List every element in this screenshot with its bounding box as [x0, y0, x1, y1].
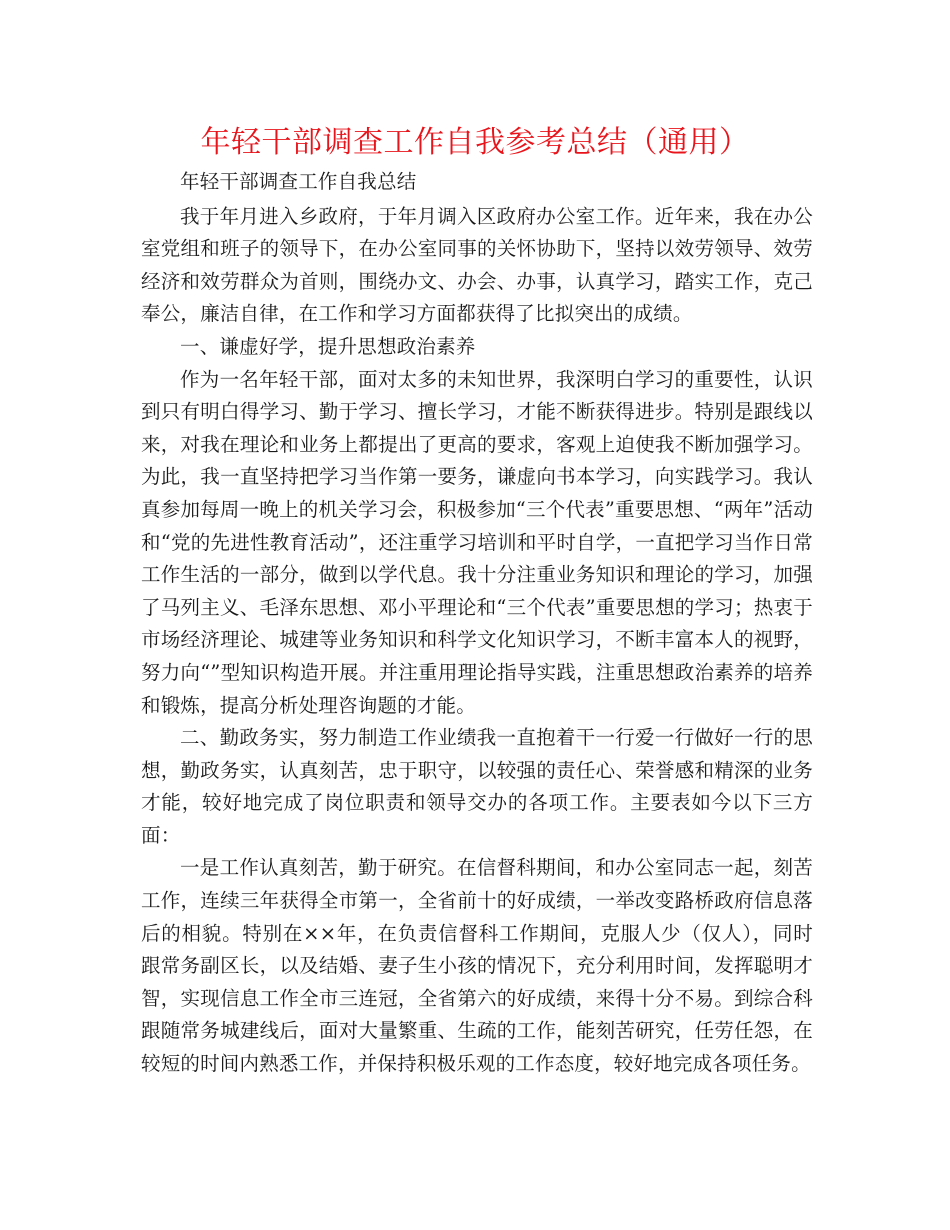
document-subtitle-paragraph: 年轻干部调查工作自我总结 [180, 170, 417, 193]
document-title: 年轻干部调查工作自我参考总结（通用） [200, 125, 750, 160]
section-1-paragraph: 作为一名年轻干部，面对太多的未知世界，我深明白学习的重要性，认识到只有明白得学习、勤于学习、擅长学习，才能不断获得进步。特别是跟线以来，对我在理论和业务上都提出了更高的要求，客观上迫使我不断加强学习。为此，我一直坚持把学习当作第一要务，谦虚向书本学习，向实践学习。我认真参加每周一晚上的机关学习会，积极参加“三个代表”重要思想、“两年”活动和“党的先进性教育活动”，还注重学习培训和平时自学，一直把学习当作日常工作生活的一部分，做到以学代息。我十分注重业务知识和理论的学习，加强了马列主义、毛泽东思想、邓小平理论和“三个代表”重要思想的学习；热衷于市场经济理论、城建等业务知识和科学文化知识学习，不断丰富本人的视野，努力向“”型知识构造开展。并注重用理论指导实践，注重思想政治素养的培养和锻炼，提高分析处理咨询题的才能。 [141, 367, 813, 717]
document-body [141, 166, 813, 1081]
section-heading-1: 一、谦虚好学，提升思想政治素养 [180, 334, 476, 358]
intro-paragraph: 我于年月进入乡政府，于年月调入区政府办公室工作。近年来，我在办公室党组和班子的领导下，在办公室同事的关怀协助下，坚持以效劳领导、效劳经济和效劳群众为首则，围绕办文、办会、办事，认真学习，踏实工作，克己奉公，廉洁自律，在工作和学习方面都获得了比拟突出的成绩。 [141, 204, 813, 326]
section-2-item-1-paragraph: 一是工作认真刻苦，勤于研究。在信督科期间，和办公室同志一起，刻苦工作，连续三年获得全市第一，全省前十的好成绩，一举改变路桥政府信息落后的相貌。特别在××年，在负责信督科工作期间，克服人少（仅人），同时跟常务副区长，以及结婚、妻子生小孩的情况下，充分利用时间，发挥聪明才智，实现信息工作全市三连冠，全省第六的好成绩，来得十分不易。到综合科跟随常务城建线后，面对大量繁重、生疏的工作，能刻苦研究，任劳任怨，在较短的时间内熟悉工作，并保持积极乐观的工作态度，较好地完成各项任务。 [141, 856, 813, 1076]
section-2-paragraph: 二、勤政务实，努力制造工作业绩我一直抱着干一行爱一行做好一行的思想，勤政务实，认真刻苦，忠于职守，以较强的责任心、荣誉感和精深的业务才能，较好地完成了岗位职责和领导交办的各项工作。主要表如今以下三方面： [141, 726, 813, 847]
